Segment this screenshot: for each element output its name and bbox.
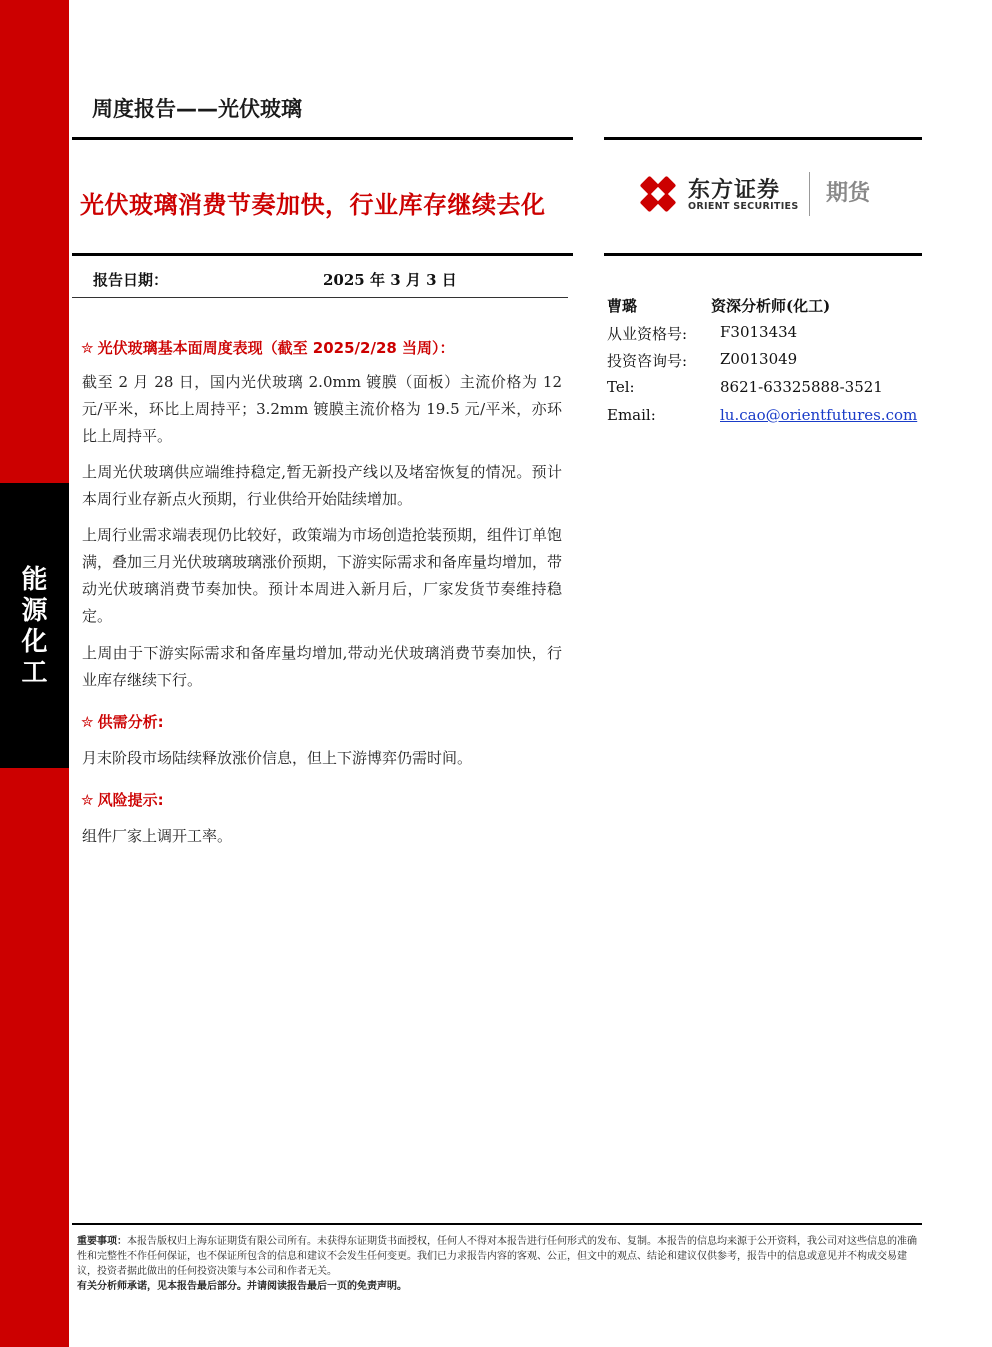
- email-link[interactable]: lu.cao@orientfutures.com: [720, 406, 918, 424]
- header-rule-right: [604, 137, 922, 140]
- star-bullet-icon: ✮: [81, 791, 94, 809]
- header-rule-left: [72, 137, 573, 140]
- company-logo: [636, 172, 886, 216]
- tel-label: Tel:: [607, 378, 635, 396]
- logo-name-cn: 东方证券: [688, 178, 781, 203]
- date-rule-bottom: [72, 297, 568, 298]
- paragraph: 上周行业需求端表现仍比较好，政策端为市场创造抢装预期，组件订单饱满，叠加三月光伏玻璃玻璃涨价预期，下游实际需求和备库量均增加，带动光伏玻璃消费节奏加快。预计本周进入新月后，厂家发货节奏维持稳定。: [82, 526, 563, 625]
- analyst-title: 资深分析师(化工): [711, 297, 831, 315]
- sidebar-char: 源: [21, 596, 48, 626]
- section-heading-text: 风险提示:: [97, 791, 164, 809]
- disclaimer-notice: 有关分析师承诺，见本报告最后部分。并请阅读报告最后一页的免责声明。: [77, 1281, 407, 1292]
- footer-rule: [72, 1223, 922, 1225]
- logo-division: 期货: [826, 181, 871, 206]
- report-date-value: 2025 年 3 月 3 日: [323, 271, 457, 289]
- headline: 光伏玻璃消费节奏加快，行业库存继续去化: [80, 191, 546, 219]
- email-label: Email:: [607, 406, 656, 424]
- paragraph: 上周由于下游实际需求和备库量均增加,带动光伏玻璃消费节奏加快，行业库存继续下行。: [82, 644, 562, 689]
- section-heading-risk: [81, 789, 164, 810]
- paragraph: 月末阶段市场陆续释放涨价信息，但上下游博弈仍需时间。: [82, 749, 473, 767]
- analyst-name: 曹璐: [607, 297, 638, 315]
- paragraph: 截至 2 月 28 日，国内光伏玻璃 2.0mm 镀膜（面板）主流价格为 12 元/平米，环比上周持平；3.2mm 镀膜主流价格为 19.5 元/平米，亦环比上周持平。: [82, 373, 562, 445]
- tel-number: 8621-63325888-3521: [720, 378, 883, 396]
- sidebar-char: 能: [21, 565, 48, 595]
- sidebar-category-label: [0, 565, 69, 689]
- paragraph: 上周光伏玻璃供应端维持稳定,暂无新投产线以及堵窑恢复的情况。预计本周行业存新点火预期，行业供给开始陆续增加。: [82, 463, 562, 508]
- report-type: 周度报告——光伏玻璃: [92, 97, 302, 121]
- orient-logo-icon: [636, 172, 680, 216]
- section-heading-text: 供需分析:: [97, 713, 164, 731]
- disclaimer-text: 本报告版权归上海东证期货有限公司所有。未获得东证期货书面授权，任何人不得对本报告进行任何形式的发布、复制。本报告的信息均来源于公开资料，我公司对这些信息的准确性和完整性不作任何保证，也不保证所包含的信息和建议不会发生任何变更。我们已力求报告内容的客观、公正，但文中的观点、结论和建议仅供参考，报告中的信息或意见并不构成交易建议，投资者据此做出的任何投资决策与本公司和作者无关。: [77, 1236, 917, 1277]
- date-rule-top: [72, 253, 573, 256]
- sidebar-char: 工: [21, 658, 48, 688]
- report-date-label: 报告日期：: [93, 271, 169, 289]
- section-heading-fundamentals: [81, 337, 455, 358]
- paragraph: 组件厂家上调开工率。: [82, 827, 233, 845]
- consult-number: Z0013049: [720, 350, 798, 368]
- license-label: 从业资格号:: [607, 325, 688, 343]
- consult-label: 投资咨询号:: [607, 352, 688, 370]
- sidebar-char: 化: [21, 627, 48, 657]
- email-value[interactable]: [720, 406, 917, 424]
- analyst-rule-top: [604, 253, 922, 256]
- section-heading-supply-demand: [81, 711, 164, 732]
- license-number: F3013434: [720, 323, 798, 341]
- star-bullet-icon: ✮: [81, 339, 94, 357]
- logo-divider: [809, 172, 810, 216]
- disclaimer-label: 重要事项：: [77, 1236, 127, 1247]
- star-bullet-icon: ✮: [81, 713, 94, 731]
- logo-name-en: ORIENT SECURITIES: [688, 201, 799, 212]
- disclaimer: [77, 1234, 923, 1294]
- section-heading-text: 光伏玻璃基本面周度表现（截至 2025/2/28 当周）：: [97, 339, 455, 357]
